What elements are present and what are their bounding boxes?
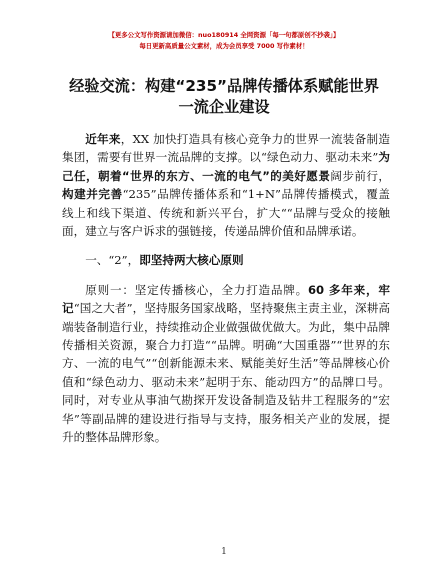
title-line-1: 经验交流：构建“235”品牌传播体系赋能世界 — [69, 77, 379, 95]
intro-text-2: 阔步前行， — [330, 168, 390, 183]
section-heading-1 — [62, 251, 390, 269]
intro-lead: 近年来 — [85, 132, 121, 146]
principle-one-lead: 原则一：坚定传播核心，全力打造品牌。 — [85, 282, 308, 297]
document-title — [40, 76, 408, 118]
promo-banner — [0, 30, 448, 52]
principle-one-text: “国之大者”，坚持服务国家战略，坚持聚焦主责主业，深耕高端装备制造行业，持续推动企业做强做优做大。为此，集中品牌传播相关资源，聚合力打造““品牌。明确“大国重器”“世界的东方、一流的电气”“创新能源未来、赋能美好生活”等品牌核心价值和“绿色动力、驱动未来”起明于东、能动四方”的品牌口号。同时，对专业从事油气勘探开发设备制造及钻井工程服务的“宏华”等副品牌的建设进行指导与支持，服务相关产业的发展，提升的整体品牌形象。 — [62, 301, 390, 445]
page-number: 1 — [221, 547, 227, 557]
section-heading-text: 即坚持两大核心原则 — [139, 253, 244, 268]
intro-text-3: “235”品牌传播体系和“1+N”品牌传播模式，覆盖线上和线下渠道、传统和新兴平台，扩大““品牌与受众的接触面，建立与客户诉求的强链接，传递品牌价值和品牌承诺。 — [62, 187, 390, 239]
paragraph-intro — [62, 130, 390, 240]
intro-bold-1: 为己任，朝着“世界的东方、一流的电气”的美好愿景 — [62, 150, 390, 183]
intro-text-1: ，XX 加快打造具有核心竞争力的世界一流装备制造集团，需要有世界一流品牌的支撑。以“绿色动力、驱动未来” — [62, 132, 390, 165]
section-heading-number: 一、“2”， — [85, 253, 140, 268]
paragraph-principle-one — [62, 281, 390, 447]
document-body — [62, 130, 390, 458]
promo-banner-line-2: 每日更新高质量公文素材，成为会员享受 7000 写作素材！ — [139, 42, 309, 50]
intro-bold-2: 构建并完善 — [62, 187, 123, 202]
principle-one-bold: 60 多年来，牢记 — [62, 282, 390, 316]
title-line-2: 一流企业建设 — [178, 98, 270, 116]
promo-banner-line-1: 【更多公文写作资源请加微信：nuo180914 全网资源「每一句都原创不抄袭」】 — [108, 31, 340, 39]
